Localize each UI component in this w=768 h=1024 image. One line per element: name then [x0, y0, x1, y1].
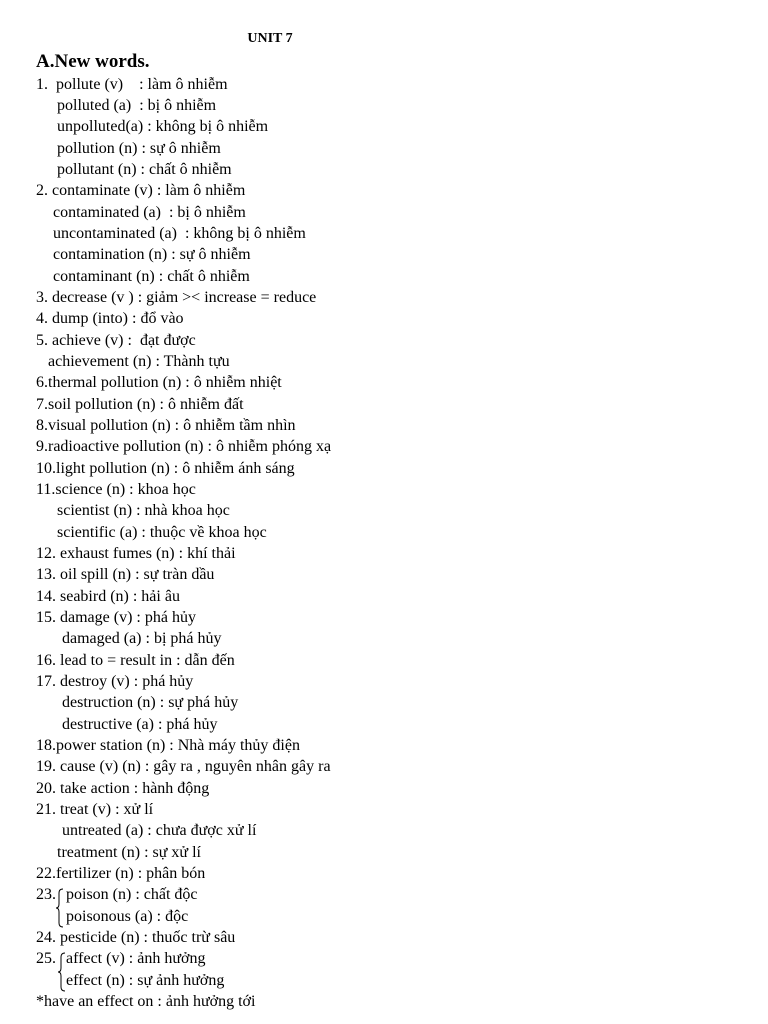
vocab-line: 2. contaminate (v) : làm ô nhiễm — [36, 182, 246, 199]
brace-icon — [58, 952, 66, 992]
vocab-line: 7.soil pollution (n) : ô nhiễm đất — [36, 396, 244, 413]
vocab-line: 4. dump (into) : đổ vào — [36, 310, 184, 327]
vocab-line: *have an effect on : ảnh hưởng tới — [36, 993, 256, 1010]
vocab-line: 21. treat (v) : xử lí — [36, 801, 154, 818]
vocab-line: 15. damage (v) : phá hủy — [36, 609, 196, 626]
vocab-line: 12. exhaust fumes (n) : khí thải — [36, 545, 236, 562]
vocab-line: destruction (n) : sự phá hủy — [62, 694, 239, 711]
vocab-line: untreated (a) : chưa được xử lí — [62, 822, 257, 839]
vocab-line: contaminant (n) : chất ô nhiễm — [53, 268, 250, 285]
unit-title: UNIT 7 — [247, 31, 293, 46]
vocab-line: contamination (n) : sự ô nhiễm — [53, 246, 251, 263]
vocab-line: 25. — [36, 950, 56, 967]
vocab-line: 24. pesticide (n) : thuốc trừ sâu — [36, 929, 236, 946]
vocab-line: pollution (n) : sự ô nhiễm — [57, 140, 221, 157]
vocab-line: poisonous (a) : độc — [66, 908, 189, 925]
vocab-line: 9.radioactive pollution (n) : ô nhiễm phóng xạ — [36, 438, 332, 455]
vocab-line: unpolluted(a) : không bị ô nhiễm — [57, 118, 269, 135]
vocab-line: 13. oil spill (n) : sự tràn dầu — [36, 566, 215, 583]
section-title: A.New words. — [36, 51, 150, 72]
vocab-line: destructive (a) : phá hủy — [62, 716, 218, 733]
vocab-line: treatment (n) : sự xử lí — [57, 844, 201, 861]
vocab-line: 5. achieve (v) : đạt được — [36, 332, 196, 349]
vocab-line: contaminated (a) : bị ô nhiễm — [53, 204, 246, 221]
vocab-line: polluted (a) : bị ô nhiễm — [57, 97, 217, 114]
vocab-line: 17. destroy (v) : phá hủy — [36, 673, 194, 690]
vocab-line: 8.visual pollution (n) : ô nhiễm tầm nhìn — [36, 417, 296, 434]
vocab-line: 23. — [36, 886, 56, 903]
vocab-line: 10.light pollution (n) : ô nhiễm ánh sáng — [36, 460, 295, 477]
vocab-line: uncontaminated (a) : không bị ô nhiễm — [53, 225, 306, 242]
vocab-line: 6.thermal pollution (n) : ô nhiễm nhiệt — [36, 374, 282, 391]
vocab-line: 1. pollute (v) : làm ô nhiễm — [36, 76, 228, 93]
vocab-line: 20. take action : hành động — [36, 780, 210, 797]
vocab-line: effect (n) : sự ảnh hưởng — [66, 972, 225, 989]
vocab-line: 11.science (n) : khoa học — [36, 481, 196, 498]
vocab-line: 19. cause (v) (n) : gây ra , nguyên nhân gây ra — [36, 758, 331, 775]
vocab-line: poison (n) : chất độc — [66, 886, 198, 903]
vocab-line: damaged (a) : bị phá hủy — [62, 630, 222, 647]
vocab-line: 14. seabird (n) : hải âu — [36, 588, 180, 605]
vocab-line: achievement (n) : Thành tựu — [48, 353, 230, 370]
vocab-line: 18.power station (n) : Nhà máy thủy điện — [36, 737, 300, 754]
vocab-line: scientific (a) : thuộc về khoa học — [57, 524, 267, 541]
vocab-line: 3. decrease (v ) : giảm >< increase = reduce — [36, 289, 317, 306]
vocab-line: affect (v) : ảnh hưởng — [66, 950, 206, 967]
brace-icon — [56, 888, 64, 928]
vocab-line: 16. lead to = result in : dẫn đến — [36, 652, 235, 669]
vocab-line: pollutant (n) : chất ô nhiễm — [57, 161, 232, 178]
vocab-line: scientist (n) : nhà khoa học — [57, 502, 230, 519]
vocab-line: 22.fertilizer (n) : phân bón — [36, 865, 206, 882]
